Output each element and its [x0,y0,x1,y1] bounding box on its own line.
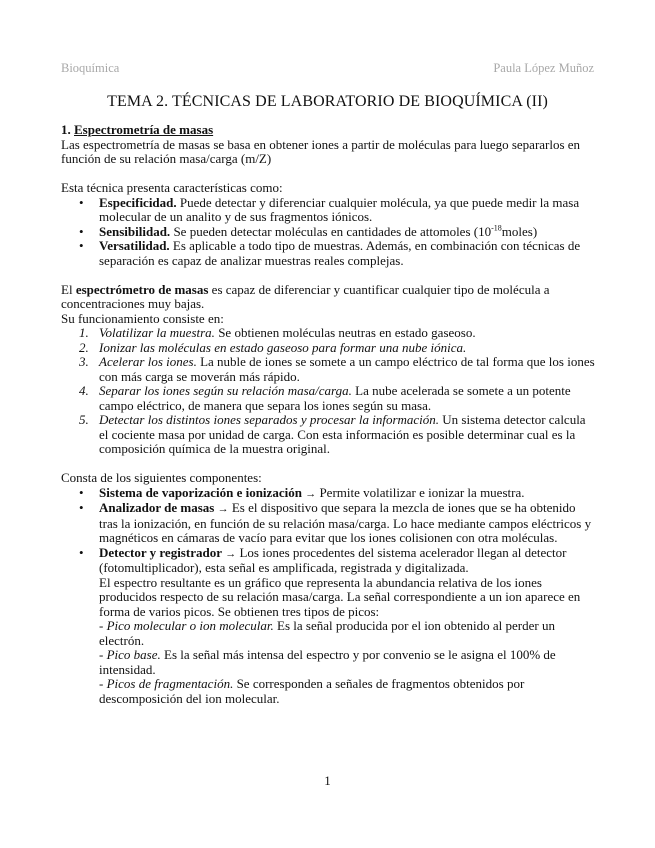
document-body [61,123,595,706]
peak-item: - Pico base. Es la señal más intensa del espectro y por convenio se le asigna el 100% de intensidad. [99,647,556,677]
characteristics-lead: Esta técnica presenta características como: [61,180,283,195]
list-item: • Sensibilidad. Se pueden detectar moléculas en cantidades de attomoles $(10^{-18}moles)$ [61,225,595,240]
list-item: 4. Separar los iones según su relación masa/carga. La nube acelerada se somete a un potente campo eléctrico, de manera que separa los iones según su masa. [79,383,571,413]
arrow-icon: → [217,503,229,515]
page-number: 1 [324,773,331,788]
arrow-icon: → [225,547,237,560]
components-lead: Consta de los siguientes componentes: [61,470,262,485]
list-item: 5. Detectar los distintos iones separados y procesar la información. Un sistema detector calcula el cociente masa por unidad de carga. Con esta información es posible determinar cual es la composición química de la muestra original. [79,412,586,456]
section-number: 1. [61,122,71,137]
header-author: Paula López Muñoz [493,61,594,75]
section-heading [61,123,595,138]
components-list [61,486,595,707]
peak-item: - Pico molecular o ion molecular. Es la señal producida por el ion obtenido al perder un electrón. [99,618,555,648]
steps-list [61,326,595,457]
characteristics-list [61,196,595,269]
detector-description: El espectro resultante es un gráfico que representa la abundancia relativa de los iones producidos respecto de su relación masa/carga. La señal correspondiente a un ion aparece en forma de varios picos. Se obtienen tres tipos de picos: [99,574,581,619]
spectrometer-paragraph: El espectrómetro de masas es capaz de diferenciar y cuantificar cualquier tipo de molécula a concentraciones muy bajas. [61,281,550,311]
section-title: Espectrometría de masas [74,122,214,137]
page-title: TEMA 2. TÉCNICAS DE LABORATORIO DE BIOQUÍMICA (II) [107,93,548,110]
list-item: • Detector y registrador → Los iones procedentes del sistema acelerador llegan al detector (fotomultiplicador), esta señal es amplificada, registrada y digitalizada. El espectro resultante es un gráfico que representa la abundancia relativa de los iones producidos respecto de su relación masa/carga. La señal correspondiente a un ion aparece en forma de varios picos. Se obtienen tres tipos de picos: - Pico molecular o ion molecular. Es la señal producida por el ion obtenido al perder un electrón. - Pico base. Es la señal más intensa del espectro y por convenio se le asigna el 100% de intensidad. - Picos de fragmentación. Se corresponden a señales de fragmentos obtenidos por descomposición del ion molecular. [61,546,595,707]
section-intro: Las espectrometría de masas se basa en obtener iones a partir de moléculas para luego separarlos en función de su relación masa/carga (m/Z) [61,136,581,166]
functioning-lead: Su funcionamiento consiste en: [61,310,224,326]
list-item: • Sistema de vaporización e ionización → Permite volatilizar e ionizar la muestra. [61,486,595,502]
list-item: 1. Volatilizar la muestra. Se obtienen moléculas neutras en estado gaseoso. [79,325,476,340]
list-item: • Especificidad. Puede detectar y diferenciar cualquier molécula, ya que puede medir la masa molecular de un analito y de sus fragmentos iónicos. [61,196,595,225]
list-item: • Analizador de masas → Es el dispositivo que separa la mezcla de iones que se ha obtenido tras la ionización, en función de su relación masa/carga. Lo hace mediante campos eléctricos y magnéticos en cámaras de vacío para evitar que los iones colisionen con otra moléculas. [61,501,595,546]
arrow-icon: → [305,487,317,500]
list-item: 2. Ionizar las moléculas en estado gaseoso para formar una nube iónica. [79,339,467,355]
list-item: 3. Acelerar los iones. La nuble de iones se somete a un campo eléctrico de tal forma que los iones con más carga se moverán más rápido. [79,354,595,384]
peak-item: - Picos de fragmentación. Se corresponden a señales de fragmentos obtenidos por descomposición del ion molecular. [99,676,525,706]
list-item: • Versatilidad. Es aplicable a todo tipo de muestras. Además, en combinación con técnicas de separación es capaz de analizar muestras reales complejas. [61,239,595,268]
header-subject: Bioquímica [61,61,120,75]
